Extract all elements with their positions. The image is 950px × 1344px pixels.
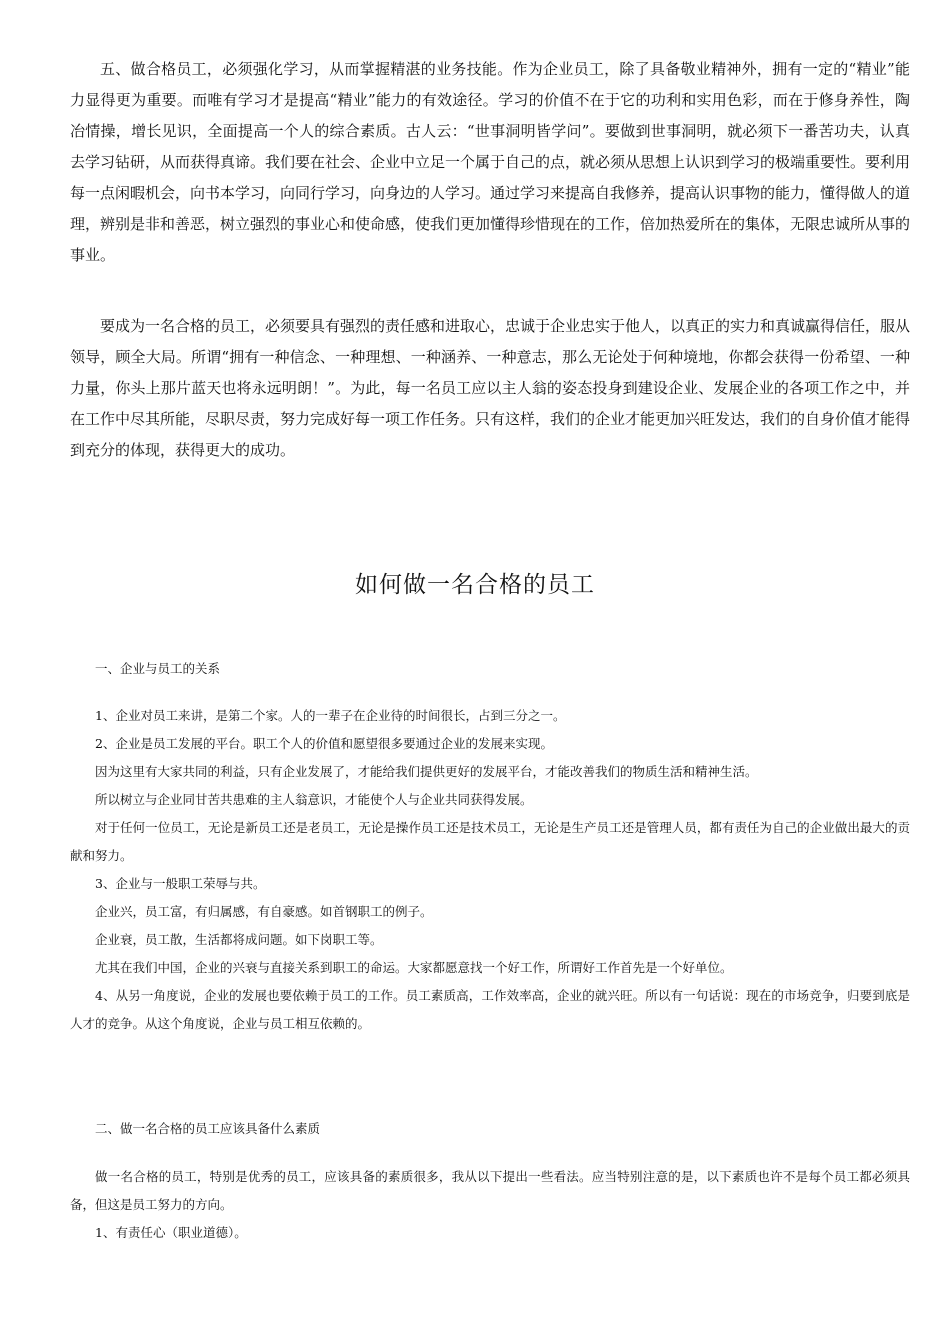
list-item: 因为这里有大家共同的利益，只有企业发展了，才能给我们提供更好的发展平台，才能改善我们的物质生活和精神生活。 (95, 764, 758, 779)
top-paragraph-group (70, 54, 910, 271)
section-1-body (70, 702, 910, 1038)
section-heading: 二、做一名合格的员工应该具备什么素质 (95, 1121, 321, 1136)
section-2-heading-wrap (70, 1115, 910, 1143)
list-item: 1、企业对员工来讲，是第二个家。人的一辈子在企业待的时间很长，占到三分之一。 (95, 708, 566, 723)
section-1-heading-wrap (70, 655, 910, 683)
paragraph-learning: 五、做合格员工，必须强化学习，从而掌握精湛的业务技能。作为企业员工，除了具备敬业精神外，拥有一定的“精业”能力显得更为重要。而唯有学习才是提高“精业”能力的有效途径。学习的价值不在于它的功利和实用色彩，而在于修身养性，陶冶情操，增长见识，全面提高一个人的综合素质。古人云：“世事洞明皆学问”。要做到世事洞明，就必须下一番苦功夫，认真去学习钻研，从而获得真谛。我们要在社会、企业中立足一个属于自己的点，就必须从思想上认识到学习的极端重要性。要利用每一点闲暇机会，向书本学习，向同行学习，向身边的人学习。通过学习来提高自我修养，提高认识事物的能力，懂得做人的道理，辨别是非和善恶，树立强烈的事业心和使命感，使我们更加懂得珍惜现在的工作，倍加热爱所在的集体，无限忠诚所从事的事业。 (70, 60, 911, 264)
paragraph-responsibility: 要成为一名合格的员工，必须要具有强烈的责任感和进取心，忠诚于企业忠实于他人，以真正的实力和真诚赢得信任，服从领导，顾全大局。所谓“拥有一种信念、一种理想、一种涵养、一种意志，那么无论处于何种境地，你都会获得一份希望、一种力量，你头上那片蓝天也将永远明朗！”。为此，每一名员工应以主人翁的姿态投身到建设企业、发展企业的各项工作之中，并在工作中尽其所能，尽职尽责，努力完成好每一项工作任务。只有这样，我们的企业才能更加兴旺发达，我们的自身价值才能得到充分的体现，获得更大的成功。 (70, 317, 911, 459)
top-paragraph-group-2 (70, 311, 910, 466)
list-item: 3、企业与一般职工荣辱与共。 (95, 876, 266, 891)
list-item: 4、从另一角度说，企业的发展也要依赖于员工的工作。员工素质高，工作效率高，企业的就兴旺。所以有一句话说：现在的市场竞争，归要到底是人才的竞争。从这个角度说，企业与员工相互依赖的。 (70, 988, 910, 1031)
list-item: 企业衰，员工散，生活都将成问题。如下岗职工等。 (95, 932, 383, 947)
list-item: 1、有责任心（职业道德）。 (95, 1225, 247, 1240)
list-item: 2、企业是员工发展的平台。职工个人的价值和愿望很多要通过企业的发展来实现。 (95, 736, 553, 751)
list-item: 对于任何一位员工，无论是新员工还是老员工，无论是操作员工还是技术员工，无论是生产员工还是管理人员，都有责任为自己的企业做出最大的贡献和努力。 (70, 820, 910, 863)
section-heading: 一、企业与员工的关系 (95, 661, 221, 676)
list-item: 所以树立与企业同甘苦共患难的主人翁意识，才能使个人与企业共同获得发展。 (95, 792, 533, 807)
list-item: 企业兴，员工富，有归属感，有自豪感。如首钢职工的例子。 (95, 904, 433, 919)
list-item: 尤其在我们中国，企业的兴衰与直接关系到职工的命运。大家都愿意找一个好工作，所谓好工作首先是一个好单位。 (95, 960, 733, 975)
section-2-intro: 做一名合格的员工，特别是优秀的员工，应该具备的素质很多，我从以下提出一些看法。应当特别注意的是，以下素质也许不是每个员工都必须具备，但这是员工努力的方向。 (70, 1169, 910, 1212)
section-2-body (70, 1163, 910, 1247)
document-title: 如何做一名合格的员工 (355, 572, 595, 598)
